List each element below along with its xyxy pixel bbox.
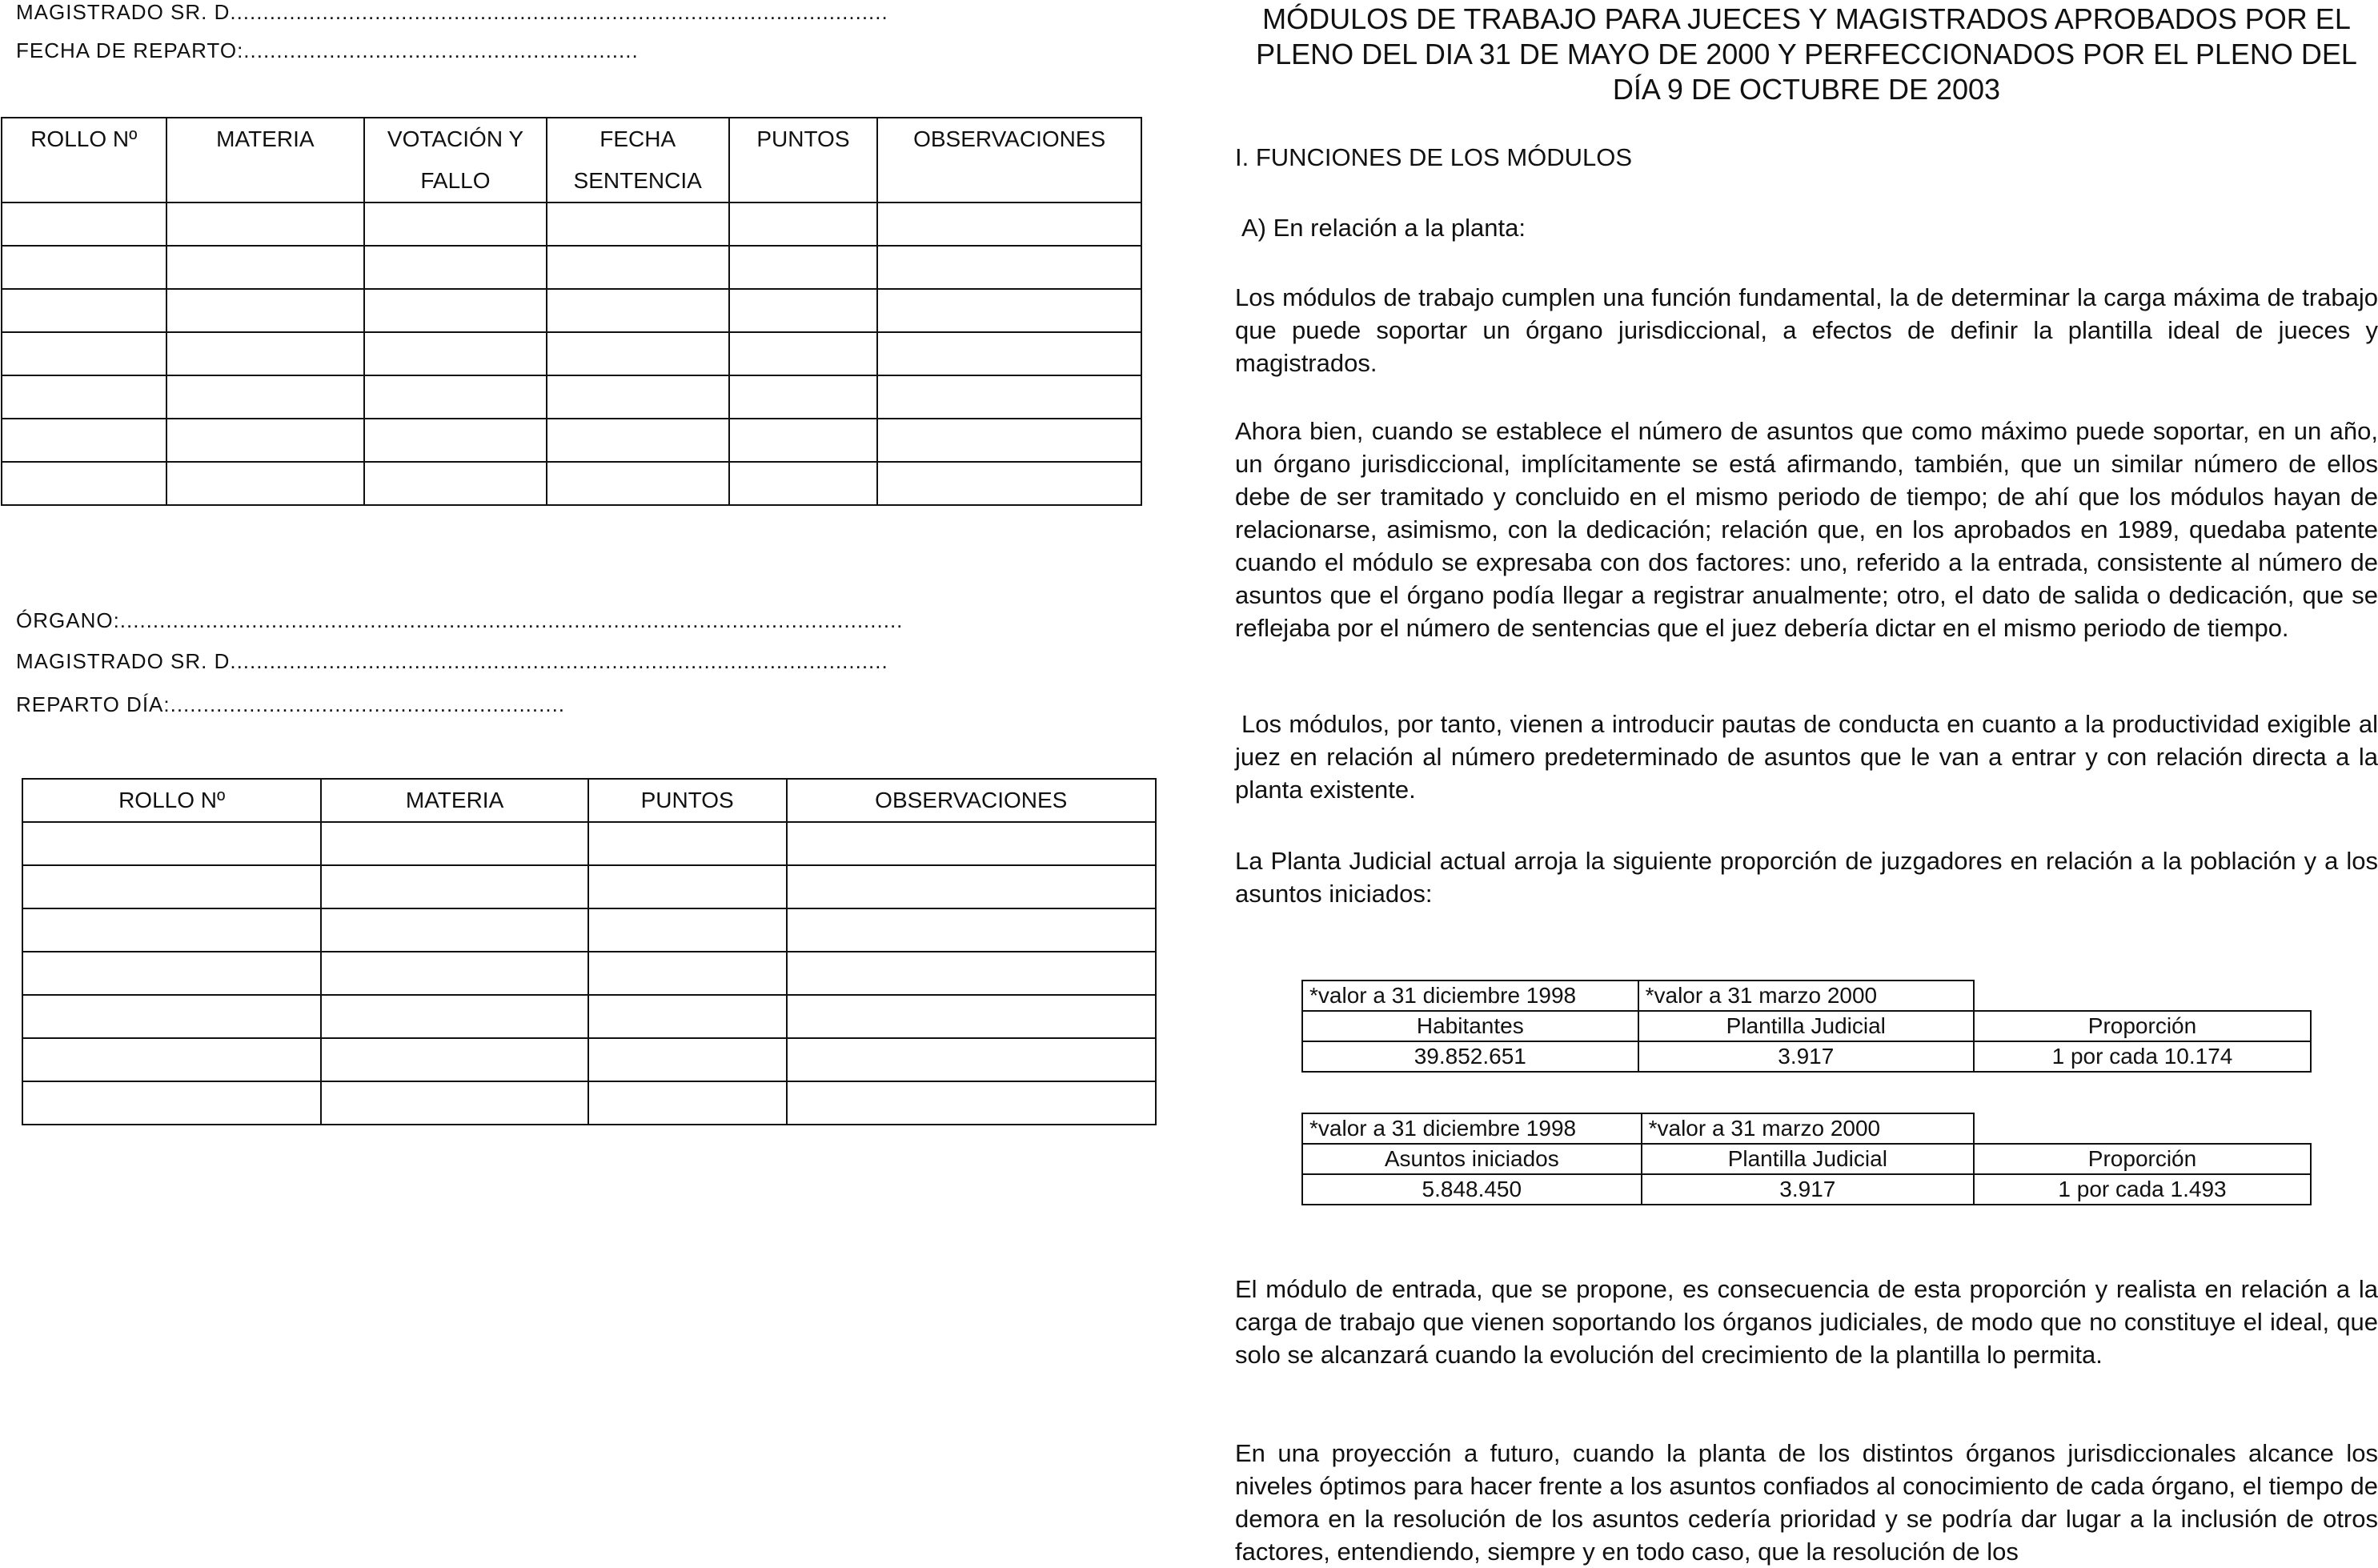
paragraph-3: Los módulos, por tanto, vienen a introducir pautas de conducta en cuanto a la productividad exigible al juez en relación al número predeterminado de asuntos que le van a entrar y con relación directa a la planta existente. (1235, 710, 2378, 804)
table-row (22, 952, 1156, 995)
col-asuntos: Asuntos iniciados (1302, 1144, 1642, 1174)
header-rollo: ROLLO Nº (2, 118, 166, 203)
header-puntos: PUNTOS (729, 118, 878, 203)
header-fecha-sentencia: FECHA SENTENCIA (547, 118, 729, 203)
table-row (2, 203, 1141, 246)
table-row (22, 822, 1156, 865)
magistrado-field: MAGISTRADO SR. D.................................................................................................... (16, 0, 888, 24)
col-proporcion: Proporción (1974, 1011, 2311, 1041)
value-asuntos: 5.848.450 (1302, 1174, 1642, 1205)
magistrado-field-2: MAGISTRADO SR. D.................................................................................................... (16, 649, 888, 673)
header-observaciones: OBSERVACIONES (787, 779, 1157, 822)
header-puntos: PUNTOS (588, 779, 787, 822)
table-row (22, 908, 1156, 952)
value-plantilla: 3.917 (1642, 1174, 1974, 1205)
value-proporcion: 1 por cada 10.174 (1974, 1041, 2311, 1072)
table-row (22, 865, 1156, 908)
col-plantilla: Plantilla Judicial (1638, 1011, 1974, 1041)
value-proporcion: 1 por cada 1.493 (1974, 1174, 2311, 1205)
paragraph-5: El módulo de entrada, que se propone, es consecuencia de esta proporción y realista en relación a la carga de trabajo que vienen soportando los órganos judiciales, de modo que no constituye el ideal, que solo se alcanzará cuando la evolución del crecimiento de la plantilla lo permita. (1235, 1275, 2378, 1369)
col-habitantes: Habitantes (1302, 1011, 1638, 1041)
note-dic-1998: *valor a 31 diciembre 1998 (1302, 1113, 1642, 1144)
table-header-row (22, 779, 1156, 822)
section-heading: I. FUNCIONES DE LOS MÓDULOS (1235, 143, 1633, 171)
note-mar-2000: *valor a 31 marzo 2000 (1638, 981, 1974, 1011)
table-header-row (2, 118, 1141, 203)
rollo-table-votacion (1, 117, 1142, 506)
table-row (2, 246, 1141, 289)
header-votacion-fallo: VOTACIÓN Y FALLO (364, 118, 547, 203)
organo-field: ÓRGANO:....................................................................................................................... (16, 608, 904, 632)
fecha-reparto-field: FECHA DE REPARTO:............................................................ (16, 38, 639, 62)
stat-table-asuntos (1301, 1113, 2312, 1205)
note-dic-1998: *valor a 31 diciembre 1998 (1302, 981, 1638, 1011)
note-mar-2000: *valor a 31 marzo 2000 (1642, 1113, 1974, 1144)
value-habitantes: 39.852.651 (1302, 1041, 1638, 1072)
table-row (2, 375, 1141, 419)
header-materia: MATERIA (321, 779, 587, 822)
paragraph-4: La Planta Judicial actual arroja la siguiente proporción de juzgadores en relación a la población y a los asuntos iniciados: (1235, 847, 2378, 908)
table-row (22, 995, 1156, 1038)
document-title: MÓDULOS DE TRABAJO PARA JUECES Y MAGISTRADOS APROBADOS POR EL PLENO DEL DIA 31 DE MAYO DE 2000 Y PERFECCIONADOS POR EL PLENO DEL DÍA 9 DE OCTUBRE DE 2003 (1256, 2, 2357, 106)
rollo-table-simple (22, 778, 1157, 1125)
reparto-dia-field: REPARTO DÍA:............................................................ (16, 692, 566, 716)
subsection-heading: A) En relación a la planta: (1241, 214, 1526, 242)
header-rollo: ROLLO Nº (22, 779, 321, 822)
table-row (2, 332, 1141, 375)
table-row (22, 1081, 1156, 1125)
table-row (2, 289, 1141, 332)
paragraph-1: Los módulos de trabajo cumplen una función fundamental, la de determinar la carga máxima de trabajo que puede soportar un órgano jurisdiccional, a efectos de definir la plantilla ideal de jueces y magistrados. (1235, 283, 2378, 377)
paragraph-6: En una proyección a futuro, cuando la planta de los distintos órganos jurisdiccionales alcance los niveles óptimos para hacer frente a los asuntos confiados al conocimiento de cada órgano, el tiempo de demora en la resolución de los asuntos cedería prioridad y se podría dar lugar a la inclusión de otros factores, entendiendo, siempre y en todo caso, que la resolución de los (1235, 1439, 2378, 1566)
table-row (22, 1038, 1156, 1081)
col-proporcion: Proporción (1974, 1144, 2311, 1174)
value-plantilla: 3.917 (1638, 1041, 1974, 1072)
table-row (2, 462, 1141, 505)
header-materia: MATERIA (166, 118, 365, 203)
stat-table-habitantes (1301, 980, 2312, 1073)
header-observaciones: OBSERVACIONES (877, 118, 1141, 203)
table-row (2, 419, 1141, 462)
paragraph-2: Ahora bien, cuando se establece el número de asuntos que como máximo puede soportar, en un año, un órgano jurisdiccional, implícitamente se está afirmando, también, que un similar número de ellos debe de ser tramitado y concluido en el mismo periodo de tiempo; de ahí que los módulos hayan de relacionarse, asimismo, con la dedicación; relación que, en los aprobados en 1989, quedaba patente cuando el módulo se expresaba con dos factores: uno, referido a la entrada, consistente al número de asuntos que el órgano podía llegar a registrar anualmente; otro, el dato de salida o dedicación, que se reflejaba por el número de sentencias que el juez debería dictar en el mismo periodo de tiempo. (1235, 417, 2378, 642)
col-plantilla: Plantilla Judicial (1642, 1144, 1974, 1174)
